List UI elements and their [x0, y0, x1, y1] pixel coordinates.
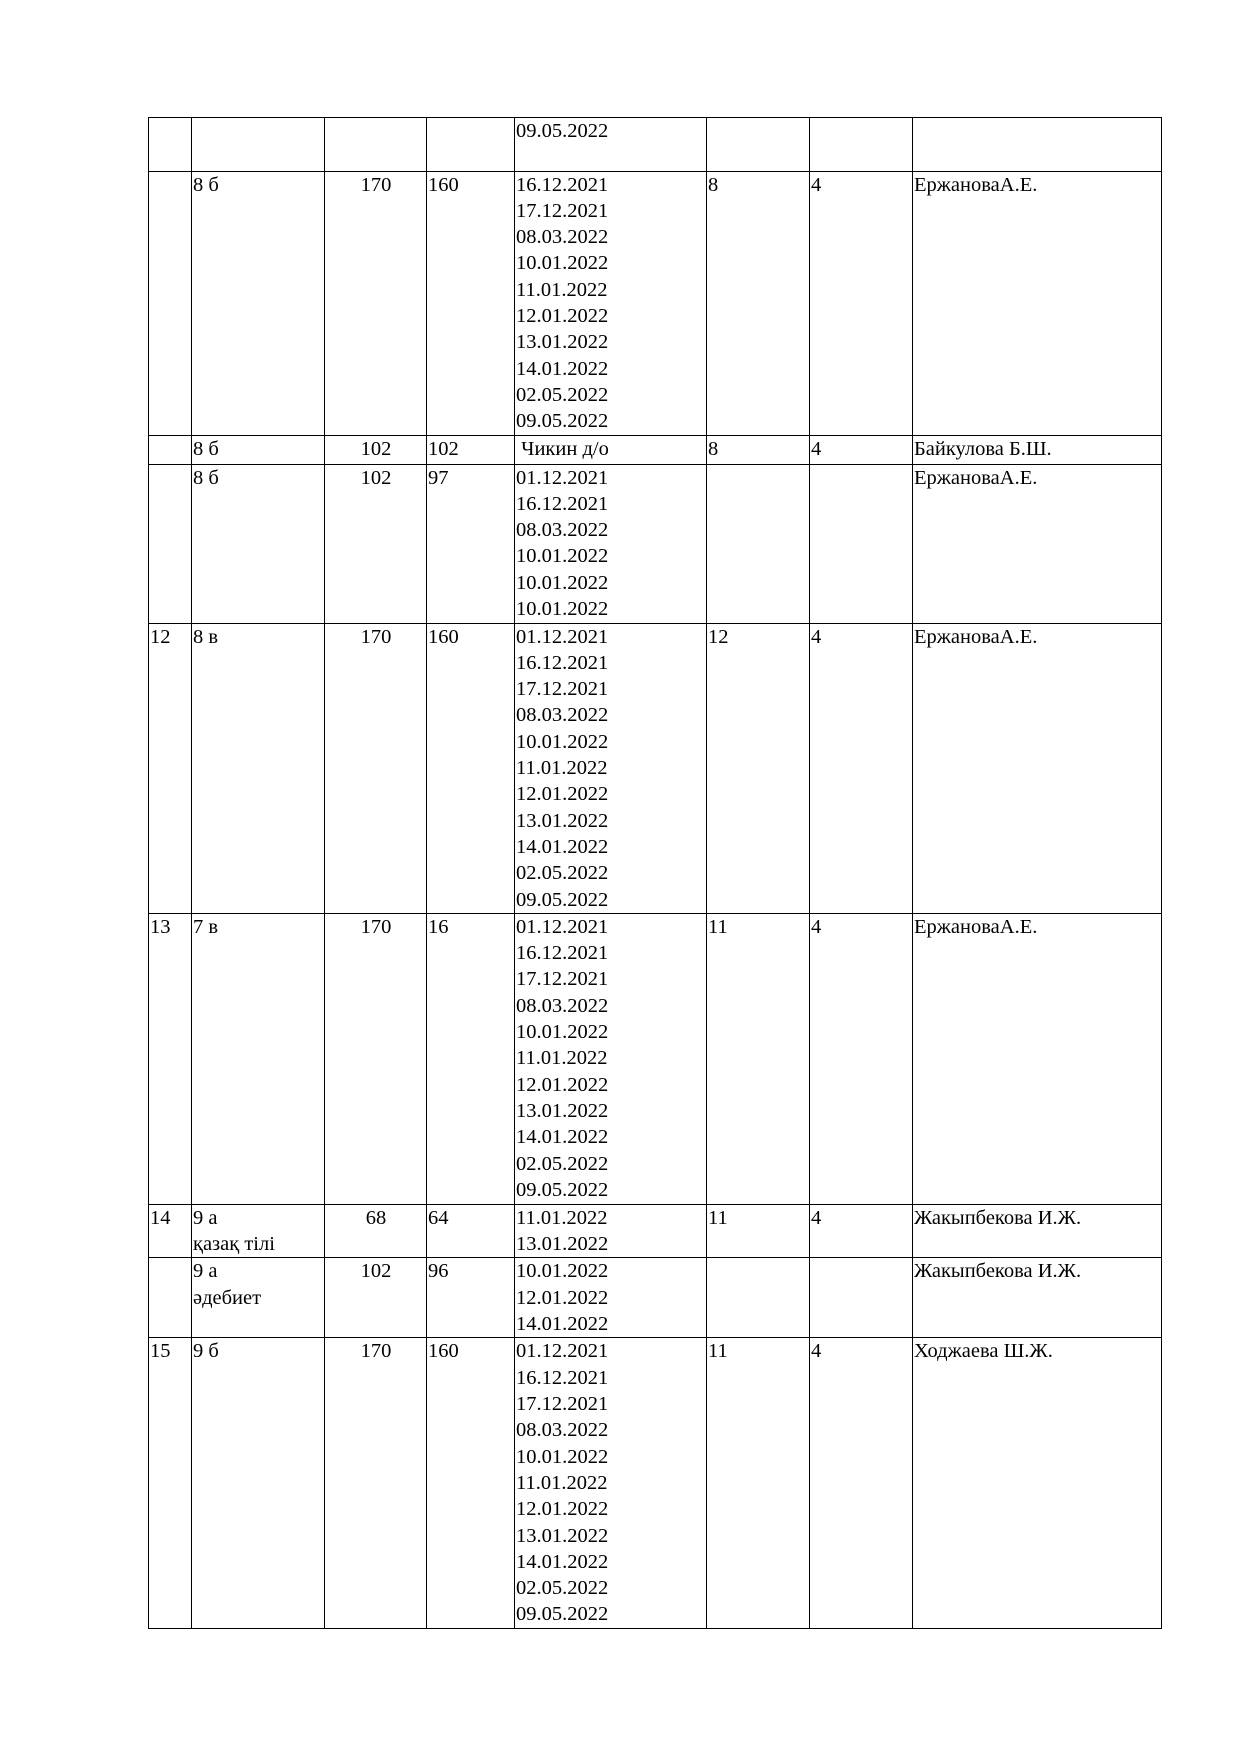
- date-line: 02.05.2022: [516, 862, 609, 885]
- dates-cell: [515, 464, 707, 623]
- date-line: 10.01.2022: [516, 1445, 609, 1468]
- date-line: 10.01.2022: [516, 1260, 609, 1283]
- class-cell: [192, 1258, 325, 1338]
- date-line: 16.12.2021: [516, 942, 609, 965]
- quarter-cell: [810, 118, 913, 172]
- class-line: 9 б: [193, 1340, 219, 1363]
- total-hours-cell: 170: [325, 623, 427, 913]
- date-line: 02.05.2022: [516, 1577, 609, 1600]
- date-line: 08.03.2022: [516, 519, 609, 542]
- total-hours-cell: 102: [325, 1258, 427, 1338]
- date-line: 13.01.2022: [516, 1099, 609, 1122]
- date-line: 01.12.2021: [516, 625, 609, 648]
- done-hours-cell: 97: [427, 464, 515, 623]
- date-line: 12.01.2022: [516, 1286, 609, 1309]
- total-hours-cell: 170: [325, 1338, 427, 1628]
- table-row: [149, 171, 1162, 435]
- dates-cell: [515, 1338, 707, 1628]
- row-number-cell: [149, 171, 192, 435]
- date-line: 11.01.2022: [516, 1047, 608, 1070]
- date-line: 10.01.2022: [516, 571, 609, 594]
- count-cell: [707, 464, 810, 623]
- class-line: 8 в: [193, 625, 219, 648]
- count-cell: 8: [707, 435, 810, 464]
- class-cell: [192, 913, 325, 1204]
- dates-cell: [515, 623, 707, 913]
- quarter-cell: [810, 1258, 913, 1338]
- table-row: [149, 435, 1162, 464]
- class-line: 9 а: [193, 1260, 218, 1283]
- table-row: [149, 623, 1162, 913]
- total-hours-cell: 102: [325, 464, 427, 623]
- date-line: Чикин д/о: [516, 437, 609, 460]
- date-line: 08.03.2022: [516, 994, 609, 1017]
- teacher-cell: ЕржановаА.Е.: [913, 623, 1162, 913]
- date-line: 11.01.2022: [516, 1206, 608, 1229]
- done-hours-cell: 160: [427, 1338, 515, 1628]
- table-row: [149, 1204, 1162, 1258]
- teacher-cell: [913, 118, 1162, 172]
- date-line: 09.05.2022: [516, 120, 609, 142]
- date-line: 17.12.2021: [516, 678, 609, 701]
- dates-cell: [515, 1204, 707, 1258]
- class-cell: [192, 118, 325, 172]
- total-hours-cell: [325, 118, 427, 172]
- date-line: 01.12.2021: [516, 466, 609, 489]
- date-line: 02.05.2022: [516, 383, 609, 406]
- date-line: 13.01.2022: [516, 1233, 609, 1256]
- dates-cell: [515, 1258, 707, 1338]
- row-number-cell: 13: [149, 913, 192, 1204]
- total-hours-cell: 68: [325, 1204, 427, 1258]
- date-line: 13.01.2022: [516, 809, 609, 832]
- quarter-cell: 4: [810, 1338, 913, 1628]
- row-number-cell: 15: [149, 1338, 192, 1628]
- quarter-cell: 4: [810, 623, 913, 913]
- date-line: 10.01.2022: [516, 730, 609, 753]
- done-hours-cell: 16: [427, 913, 515, 1204]
- class-cell: [192, 1204, 325, 1258]
- date-line: 09.05.2022: [516, 410, 609, 433]
- class-cell: [192, 435, 325, 464]
- count-cell: [707, 118, 810, 172]
- class-line: [193, 118, 324, 144]
- class-line: 7 в: [193, 915, 219, 938]
- date-line: 17.12.2021: [516, 968, 609, 991]
- date-line: 01.12.2021: [516, 915, 609, 938]
- table-row: [149, 1338, 1162, 1628]
- date-line: 13.01.2022: [516, 331, 609, 354]
- date-line: 16.12.2021: [516, 492, 609, 515]
- date-line: 17.12.2021: [516, 199, 609, 222]
- date-line: 11.01.2022: [516, 757, 608, 780]
- quarter-cell: [810, 464, 913, 623]
- teacher-cell: Ходжаева Ш.Ж.: [913, 1338, 1162, 1628]
- class-line: қазақ тілі: [193, 1233, 275, 1256]
- total-hours-cell: 170: [325, 171, 427, 435]
- date-line: 08.03.2022: [516, 1419, 609, 1442]
- class-line: 8 б: [193, 466, 219, 489]
- class-cell: [192, 623, 325, 913]
- class-line: 8 б: [193, 437, 219, 460]
- table-row: [149, 1258, 1162, 1338]
- count-cell: [707, 1258, 810, 1338]
- quarter-cell: 4: [810, 435, 913, 464]
- date-line: 09.05.2022: [516, 1178, 609, 1201]
- date-line: 09.05.2022: [516, 888, 609, 911]
- date-line: 16.12.2021: [516, 651, 609, 674]
- date-line: 09.05.2022: [516, 1603, 609, 1626]
- date-line: 12.01.2022: [516, 305, 609, 328]
- done-hours-cell: 102: [427, 435, 515, 464]
- table-row: [149, 913, 1162, 1204]
- teacher-cell: Байкулова Б.Ш.: [913, 435, 1162, 464]
- count-cell: 11: [707, 913, 810, 1204]
- dates-cell: [515, 171, 707, 435]
- total-hours-cell: 170: [325, 913, 427, 1204]
- done-hours-cell: 64: [427, 1204, 515, 1258]
- row-number-cell: [149, 464, 192, 623]
- schedule-table: [148, 117, 1162, 1629]
- row-number-cell: [149, 435, 192, 464]
- quarter-cell: 4: [810, 171, 913, 435]
- date-line: 14.01.2022: [516, 1550, 609, 1573]
- date-line: 08.03.2022: [516, 704, 609, 727]
- date-line: 16.12.2021: [516, 1366, 609, 1389]
- date-line: 17.12.2021: [516, 1393, 609, 1416]
- done-hours-cell: [427, 118, 515, 172]
- count-cell: 11: [707, 1204, 810, 1258]
- teacher-cell: ЕржановаА.Е.: [913, 171, 1162, 435]
- date-line: 14.01.2022: [516, 357, 609, 380]
- row-number-cell: 12: [149, 623, 192, 913]
- teacher-cell: ЕржановаА.Е.: [913, 913, 1162, 1204]
- row-number-cell: [149, 1258, 192, 1338]
- date-line: 10.01.2022: [516, 598, 609, 621]
- table-row: [149, 464, 1162, 623]
- date-line: 11.01.2022: [516, 1471, 608, 1494]
- row-number-cell: [149, 118, 192, 172]
- date-line: 12.01.2022: [516, 1498, 609, 1521]
- dates-cell: [515, 435, 707, 464]
- date-line: 12.01.2022: [516, 783, 609, 806]
- done-hours-cell: 160: [427, 623, 515, 913]
- dates-cell: [515, 118, 707, 172]
- class-line: [193, 144, 324, 170]
- done-hours-cell: 96: [427, 1258, 515, 1338]
- total-hours-cell: 102: [325, 435, 427, 464]
- date-line: 14.01.2022: [516, 835, 609, 858]
- row-number-cell: 14: [149, 1204, 192, 1258]
- schedule-table-body: [149, 118, 1162, 1629]
- date-line: 12.01.2022: [516, 1073, 609, 1096]
- class-cell: [192, 1338, 325, 1628]
- count-cell: 11: [707, 1338, 810, 1628]
- teacher-cell: ЕржановаА.Е.: [913, 464, 1162, 623]
- date-line: 10.01.2022: [516, 1021, 609, 1044]
- dates-cell: [515, 913, 707, 1204]
- count-cell: 12: [707, 623, 810, 913]
- count-cell: 8: [707, 171, 810, 435]
- class-cell: [192, 171, 325, 435]
- quarter-cell: 4: [810, 913, 913, 1204]
- date-line: 01.12.2021: [516, 1340, 609, 1363]
- date-line: 08.03.2022: [516, 226, 609, 249]
- date-line: 14.01.2022: [516, 1313, 609, 1336]
- date-line: 11.01.2022: [516, 278, 608, 301]
- class-line: 8 б: [193, 173, 219, 196]
- date-line: 10.01.2022: [516, 252, 609, 275]
- class-cell: [192, 464, 325, 623]
- table-row: [149, 118, 1162, 172]
- class-line: әдебиет: [193, 1286, 262, 1309]
- class-line: 9 а: [193, 1206, 218, 1229]
- date-line: 10.01.2022: [516, 545, 609, 568]
- teacher-cell: Жакыпбекова И.Ж.: [913, 1258, 1162, 1338]
- date-line: 16.12.2021: [516, 173, 609, 196]
- quarter-cell: 4: [810, 1204, 913, 1258]
- date-line: 13.01.2022: [516, 1524, 609, 1547]
- date-line: 02.05.2022: [516, 1152, 609, 1175]
- date-line: 14.01.2022: [516, 1126, 609, 1149]
- teacher-cell: Жакыпбекова И.Ж.: [913, 1204, 1162, 1258]
- done-hours-cell: 160: [427, 171, 515, 435]
